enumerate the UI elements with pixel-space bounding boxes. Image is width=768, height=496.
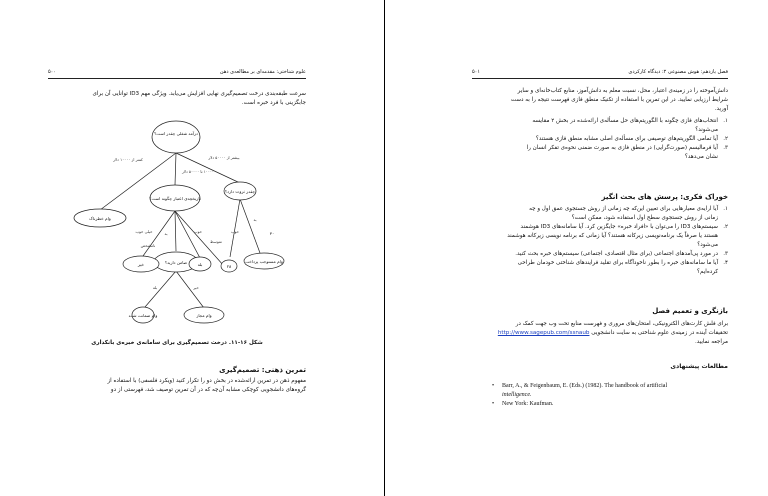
left-page-number: ۵۰۰ [48,69,57,75]
diagram-node-label: تاریخچه‌ی اعتبار چگونه است؟ [149,196,201,201]
diagram-edge-label: خوب [231,229,239,234]
left-header-title: علوم شناختی: مقدمه‌ای بر مطالعه‌ی ذهن [219,69,306,75]
left-intro-text [48,90,306,108]
student-site-link[interactable]: http://www.sagepub.com/ssnaub [497,330,590,336]
intro-line: جابگزینی با فرد خبره است. [241,100,306,106]
exercise-heading: تمرین ذهنی: تصمیم‌گیری [219,366,306,374]
question-list-1 [472,117,728,162]
chapter-review-text: برای فلش کارت‌های الکترونیکی، امتحان‌های مروری و فهرست منابع تحت وب جهت کمک در تحقیقات آینده در زمینه‌ی علوم شناختی به سایت دانشجویی http://www.sagepub.com/ssnaub مراجعه نمایید. [497,321,728,345]
reference-item: • New York: Kaufman. [492,401,554,407]
diagram-edge-label: بد [164,231,168,236]
reference-item: • Barr, A., & Feigenbaum, E. (Eds.) (1982). The handbook of artificial intelligence. [492,383,668,398]
left-page-header [48,68,306,79]
list-item: ۱. آیا ارایه‌ی معیارهایی برای تعیین این‌که چه زمانی از روش جستجوی عمق اول و چه زمانی از روش جستجوی سطح اول استفاده شود، ممکن است؟ [529,206,728,221]
left-page [48,0,306,496]
diagram-node-label: وام مجاز [196,313,212,318]
diagram-edge-label: خیلی خوب [135,229,153,234]
diagram-edge-label: کمتر از ۱۰۰۰۰ دلار [113,157,143,162]
diagram-edge-label: بیشتر از ۵۰۰۰۰ دلار [208,155,240,160]
intro-line: سرعت طبقه‌بندی درخت تصمیم‌گیری نهایی افزایش می‌یابد. ویژگی مهم ID3 توانایی آن برای [92,91,306,97]
chapter-review-heading: بازنگری و تعمیم فصل [652,307,728,315]
exercise-text [48,377,306,395]
diagram-node-label: وام مستوجب پرداخت [245,259,283,264]
right-page [472,0,728,496]
diagram-node-label: ضامن دارید؟ [164,260,188,265]
suggested-reading-heading: مطالعات پیشنهادی [670,363,728,370]
list-item: ۴. آیا ما سامانه‌های خبره را بطور ناخودآگاه برای تقلید فرایندهای شناختی خودمان طراحی کرده‌ایم؟ [517,260,728,275]
intro-line: شرایط ارزیابی نمایید. در این تمرین با استفاده از تکنیک منطق فازی فهرست نتیجه را به دست [510,97,728,103]
right-intro-text [472,87,728,114]
diagram-node-label: وام خطرناک [89,216,111,221]
intro-line: دانش‌آموخته را در زمینه‌ی اعتبار، محل، نسبت معلم به دانش‌آموز، منابع کتاب‌خانه‌ای و سایر [517,88,728,94]
diagram-edge-label: بد [253,217,257,222]
diagram-edge-label: نامشخص [140,243,156,248]
figure-caption: شکل ۱۶-۱۱. درخت تصمیم‌گیری برای سامانه‌ی خبره‌ی بانکداری [91,340,263,346]
diagram-node-label: وام ضمانت شده [128,313,158,318]
diagram-node-label: ۲۸ [226,264,232,269]
food-for-thought-heading: خوراک فکری: پرسش های بحث انگیز [601,193,728,201]
list-item: ۲. سیستم‌های ID3 را می‌توان با «افراد خبره» جایگزین کرد. آیا سامانه‌های ID3 هوشمند هستند یا صرفاً یک برنامه‌نویسی زیرکانه هستند؟ آیا زمانی که برنامه نویسی زیرکانه هوشمند می‌شود؟ [507,224,728,248]
diagram-node-label: خیر [137,262,145,267]
diagram-edge-label: بله [152,285,158,290]
list-item: ۱. انتخاب‌های فازی چگونه با الگوریتم‌های حل مسأله‌ی ارائه‌شده در بخش ۲ مقایسه می‌شوند؟ [532,118,728,133]
decision-tree-diagram [48,115,306,340]
intro-line: آورید. [714,106,728,112]
reference-list [492,382,728,409]
right-header-title: فصل یازدهم: هوش مصنوعی ۲: دیدگاه کارکردی [628,69,728,75]
diagram-node-label: بله [197,262,203,267]
diagram-node-label: درآمد شغلی چقدر است؟ [154,131,198,136]
diagram-edge-label: متوسط [210,239,222,244]
right-page-number: ۵۰۱ [472,69,481,75]
diagram-node-label: چقدر ثروت دارد؟ [224,189,256,194]
diagram-edge-label: خوب [194,229,202,234]
list-item: ۳. در مورد پی‌آمدهای اجتماعی (برای مثال اقتصادی، اجتماعی) سیستم‌های خبره بحث کنید. [515,251,728,257]
exercise-line: مفهوم ذهن در تمرین ارائه‌شده در بخش دو را تکرار کنید (ویکرد فلسفی) با استفاده از [107,378,306,384]
diagram-node-label: ۳۰ [269,231,275,236]
right-page-header [472,68,728,79]
exercise-line: گروه‌های دانشجویی کوچکی مشابه آن‌چه که در آن تمرین توصیف شد، فهرستی از دو [110,387,306,393]
list-item: ۲. آیا تمامی الگوریتم‌های توصیفی برای مسأله‌ی اصلی مشابه منطق فازی هستند؟ [535,136,728,142]
list-item: ۳. آیا فرمالیسم (صورت‌گرایی) در منطق فازی به صورت ضمنی نحوه‌ی تفکر انسان را نشان می‌دهد؟ [526,145,728,160]
question-list-2 [472,205,728,277]
diagram-edge-label: ۱۰۰۰۰ تا ۵۰۰۰۰ دلار [182,169,214,174]
diagram-edge-label: خیر [193,285,199,290]
root-node [152,121,200,153]
page-divider [384,0,385,496]
